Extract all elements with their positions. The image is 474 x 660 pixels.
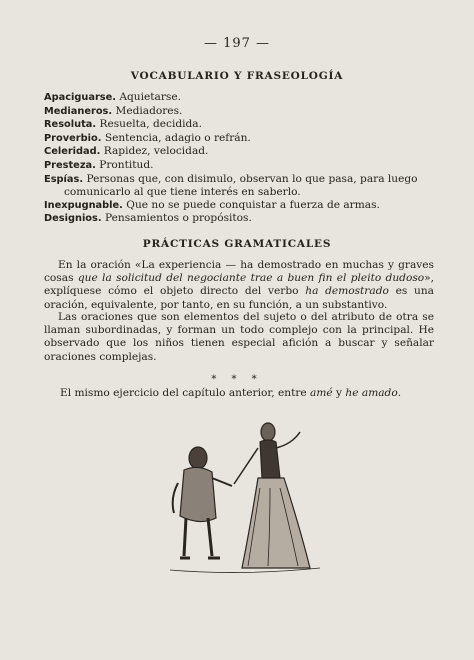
vocabulary-list xyxy=(44,91,434,226)
vocab-entry: Resoluta. Resuelta, decidida. xyxy=(44,118,202,131)
vocab-entry: Presteza. Prontitud. xyxy=(44,158,154,171)
practicas-heading: PRÁCTICAS GRAMATICALES xyxy=(142,238,332,250)
vocab-entry: Celeridad. Rapidez, velocidad. xyxy=(44,145,209,158)
section-separator: * * * xyxy=(211,374,263,385)
vocab-entry: Inexpugnable. Que no se puede conquistar a fuerza de armas. xyxy=(44,198,380,211)
vocab-entry: Proverbio. Sentencia, adagio o refrán. xyxy=(44,131,251,144)
page-number: — 197 — xyxy=(203,36,271,51)
vocab-entry: Medianeros. Mediadores. xyxy=(44,104,183,117)
vocab-entry: Designios. Pensamientos o propósitos. xyxy=(44,212,252,225)
engraving-illustration xyxy=(150,408,330,588)
vocabulary-heading: VOCABULARIO Y FRASEOLOGÍA xyxy=(130,70,344,82)
paragraph-1: En la oración «La experiencia — ha demostrado en muchas y graves cosas que la solicitud del negociante trae a buen fin el pleito dudoso», explíquese cómo el objeto directo del verbo ha demostrado es una oración, equivalente, por tanto, en su función, a un substantivo. xyxy=(44,259,434,311)
vocab-entry: Espías. Personas que, con disimulo, observan lo que pasa, para luego comunicarlo al que tiene interés en saberlo. xyxy=(44,172,418,199)
exercise-line: El mismo ejercicio del capítulo anterior, entre amé y he amado. xyxy=(60,387,402,399)
paragraph-2: Las oraciones que son elementos del sujeto o del atributo de otra se llaman subordinadas, y forman un todo complejo con la principal. He observado que los niños tienen especial afición a buscar y señalar oraciones complejas. xyxy=(44,311,434,363)
figures-drawing xyxy=(150,408,330,588)
vocab-entry: Apaciguarse. Aquietarse. xyxy=(44,91,181,103)
